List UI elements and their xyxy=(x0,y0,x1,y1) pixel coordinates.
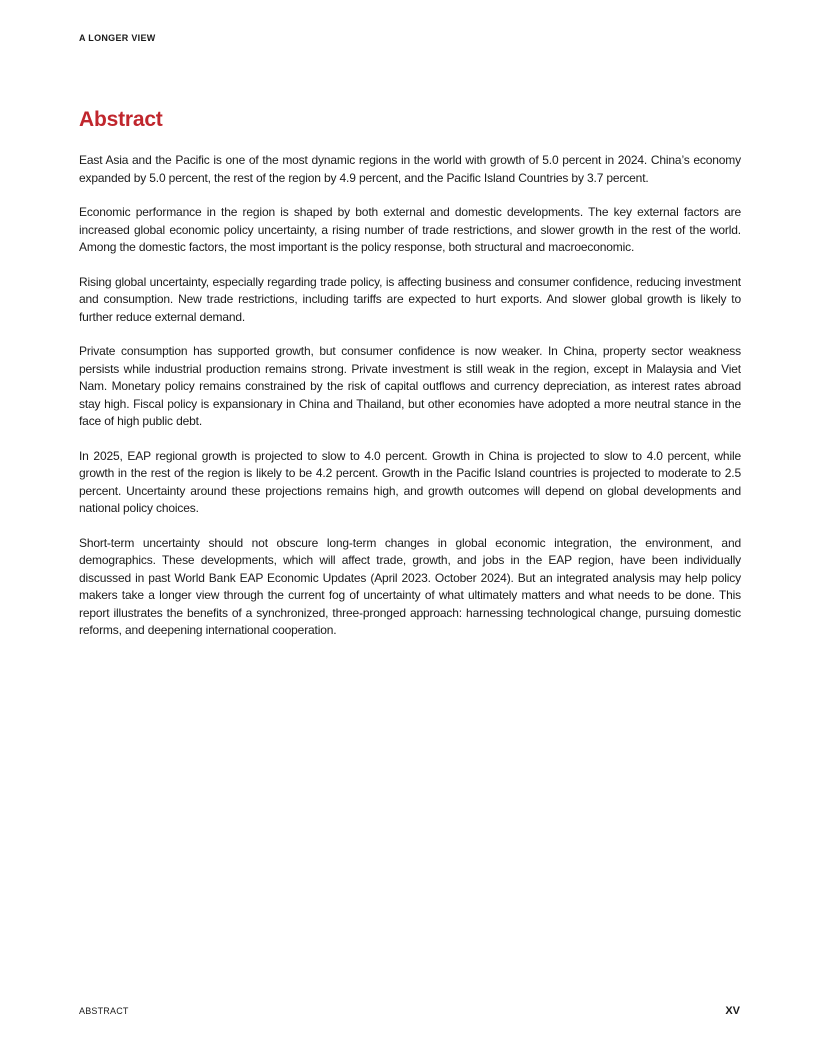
abstract-body xyxy=(79,152,741,657)
paragraph-growth-overview: East Asia and the Pacific is one of the most dynamic regions in the world with growth of 5.0 percent in 2024. China’s economy expanded by 5.0 percent, the rest of the region by 4.9 percent, and the Pacific Island Countries by 3.7 percent. xyxy=(79,153,741,185)
paragraph-consumption-policy: Private consumption has supported growth, but consumer confidence is now weaker. In China, property sector weakness persists while industrial production remains strong. Private investment is still weak in the region, except in Malaysia and Viet Nam. Monetary policy remains constrained by the risk of capital outflows and currency depreciation, as interest rates abroad stay high. Fiscal policy is expansionary in China and Thailand, but other economies have adopted a more neutral stance in the face of high public debt. xyxy=(79,344,741,428)
paragraph-long-term-view: Short-term uncertainty should not obscure long-term changes in global economic integration, the environment, and demographics. These developments, which will affect trade, growth, and jobs in the EAP region, have been individually discussed in past World Bank EAP Economic Updates (April 2023. October 2024). But an integrated analysis may help policy makers take a longer view through the current fog of uncertainty of what ultimately matters and what needs to be done. This report illustrates the benefits of a synchronized, three-pronged approach: harnessing technological change, pursuing domestic reforms, and deepening international cooperation. xyxy=(79,535,741,637)
running-header: A LONGER VIEW xyxy=(79,33,156,43)
page-title: Abstract xyxy=(79,108,163,131)
paragraph-2025-projections: In 2025, EAP regional growth is projected to slow to 4.0 percent. Growth in China is projected to slow to 4.0 percent, while growth in the rest of the region is likely to be 4.2 percent. Growth in the Pacific Island countries is projected to moderate to 2.5 percent. Uncertainty around these projections remains high, and growth outcomes will depend on global developments and national policy choices. xyxy=(79,448,741,515)
paragraph-global-uncertainty: Rising global uncertainty, especially regarding trade policy, is affecting business and consumer confidence, reducing investment and consumption. New trade restrictions, including tariffs are expected to hurt exports. And slower global growth is likely to further reduce external demand. xyxy=(79,274,741,324)
paragraph-economic-performance: Economic performance in the region is shaped by both external and domestic developments. The key external factors are increased global economic policy uncertainty, a rising number of trade restrictions, and slower growth in the rest of the world. Among the domestic factors, the most important is the policy response, both structural and macroeconomic. xyxy=(79,205,741,254)
footer-section-label: ABSTRACT xyxy=(79,1006,129,1016)
page-number: XV xyxy=(725,1005,740,1017)
